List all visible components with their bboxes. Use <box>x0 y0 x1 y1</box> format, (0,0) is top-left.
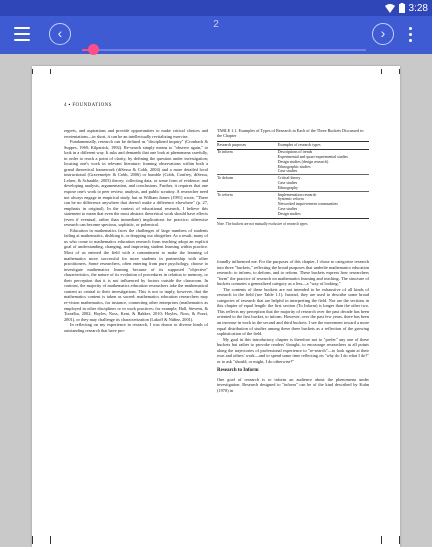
table-cell: Networked improvement communities <box>277 202 338 207</box>
paragraph: One goal of research is to inform an audience about the phenomena under investigation. Research designed to "inform" can be of the kind described by Kuhn (1970) in <box>217 376 369 394</box>
paragraph: My goal in this introductory chapter is therefore not to "prefer" any one of these buckets but rather to provoke readers' thought, to encourage researchers at all points along the trajectories of professional experience to "re-search"—to look again at their own and others' work—and to spend some time reflecting on "why do I do what I do?" or to ask "should, or might, I do otherwise?" <box>217 336 369 364</box>
previous-page-button[interactable]: ‹ <box>49 23 71 45</box>
table-cell: Systemic reform <box>277 197 304 202</box>
table-note: Note. The buckets are not mutually exclusive of research types. <box>217 221 309 226</box>
table-cell: To deform <box>217 175 278 181</box>
page-slider-track[interactable] <box>82 49 366 51</box>
table-cell: Critical theory <box>278 175 369 181</box>
table-cell: Case studies <box>277 169 298 174</box>
status-bar <box>0 0 432 16</box>
table-cell: Ethnographic studies <box>277 164 311 169</box>
running-header: 4 ▪ FOUNDATIONS <box>64 103 112 108</box>
paragraph: The contents of these buckets are not intended to be exhaustive of all kinds of research in the field (see Table 1.1). Instead, they are used to describe some broad categories of research that are helpful in interpreting the field. Nor are the sections in this chapter of equal length: the first section (To Inform) is longer than the other two. This reflects my perception that the majority of research over the past decade has been oriented to the first bucket, to inform. However, over the past few years, there has been an increase in work in the second and third buckets. I see the movement toward a more equal distribution of studies among these three buckets as a reflection of the growing sophistication of the field. <box>217 286 369 337</box>
paragraph: Education in mathematics faces the challenges of large numbers of students failing at mathematics, disliking it, or dropping out altogether. As a result, many of us who come to mathematics education research from teaching adopt an explicit goal of understanding, changing, and improving student learning within practice. Most of us entered the field with a commitment to make the learning of mathematics more successful for more students in partnership with other practitioners. Some researchers, often entering from pure psychology, choose to investigate mathematics learning because of its supposed "objective" characteristics, the nature of its evolution of procedures in relation to memory, or their perception that it is not influenced by factors outside the classroom. In contrast, the majority of mathematics education researchers take the mathematical content as central to their investigations. This is not to imply, however, that the mathematics content is taken as sacred: mathematics education researchers may re-vision mathematics, for instance, connecting other enterprises (mathematics as employed in other disciplines or in work practices; for example, Hall, Stevens, & Torralba, 2002; Hoyles, Noss, Kent, & Bakker, 2010; Hoyles, Noss, & Pozzi, 2001), or they may challenge its characterization (Lakoff & Núñez, 2001). <box>64 227 208 322</box>
paragraph: regrets, and aspirations and provide opportunities to make critical choices and reorientations—in short, it can be an intellectually revitalizing exercise. <box>64 128 208 139</box>
table-cell: Case studies <box>277 206 298 211</box>
table-header: Examples of research types <box>278 142 369 150</box>
section-heading: Research to Inform <box>217 368 259 374</box>
paragraph: foundly influenced me. For the purposes of this chapter, I chose to categorize research into three "buckets," reflecting the broad purposes that underlie mathematics education research: to inform, to deform, and to reform. These buckets express how researchers "form" the practice of research on mathematics learning and teaching. The structure of buckets connotes a generalized category as a less—a "way of looking." <box>217 259 369 287</box>
table-cell: Experimental and quasi-experimental studies <box>277 155 348 159</box>
battery-icon <box>399 3 405 13</box>
table-caption: TABLE 1.1. Examples of Types of Research in Each of the Three Buckets Discussed in the Chapter <box>217 128 364 139</box>
table-cell: Design studies <box>278 212 369 218</box>
clock: 3:28 <box>408 2 428 14</box>
table-cell: To reform <box>217 191 278 197</box>
more-options-icon[interactable] <box>409 27 413 45</box>
table-cell: Case studies <box>277 180 298 185</box>
table-cell: Design studies (design research) <box>277 159 329 164</box>
table-cell: Ethnography <box>277 185 298 190</box>
table-cell: Implementation research <box>278 191 369 197</box>
wifi-icon <box>385 4 395 13</box>
status-icons <box>385 2 428 14</box>
page-number: 2 <box>213 19 219 30</box>
right-column <box>217 259 369 394</box>
toolbar <box>0 16 432 54</box>
paragraph: Fundamentally, research can be defined as "disciplined inquiry" (Cronbach & Suppes, 1969; Kilpatrick, 1992). Re-search simply means to "observe again," to look in a different way. It asks and demands that one look at phenomena carefully, in order to reach a point of clarity, by defining the question under investigation; locating one's work in relevant literature; framing observations within both a grand theoretical framework (diSessa & Cobb, 2004) and a more detailed local instructional (Gravemeijer & Cobb, 2006) or humble (Cobb, Confrey, diSessa, Lehrer, & Schauble, 2003) theory; collecting data, or some form of evidence; and developing analysis, argumentation, and conclusions. Further, it requires that one expose one's work to peer review, analysis, and public scrutiny. A researcher need not always engage in empirical study, but as William James (1991) wrote, "There can be no difference anywhere that doesn't make a difference elsewhere" (p. 27, emphasis in original). In the context of educational research, I believe this statement to mean that even the most abstract theoretical work should have effects (even if eventual, rather than immediate) implications for practice; otherwise research can become specious, sophistic, or polemical. <box>64 139 208 228</box>
paragraph: In reflecting on my experience in research, I was drawn to diverse kinds of outstanding research that have pro- <box>64 322 208 333</box>
page-slider-thumb[interactable] <box>88 44 99 55</box>
table-cell: To inform <box>217 150 233 155</box>
table-header: Research purposes <box>217 142 278 150</box>
left-column <box>64 128 208 333</box>
table-cell: Descriptions of trends <box>277 150 313 155</box>
next-page-button[interactable]: › <box>372 23 394 45</box>
research-types-table <box>217 128 369 227</box>
document-page <box>32 66 400 547</box>
